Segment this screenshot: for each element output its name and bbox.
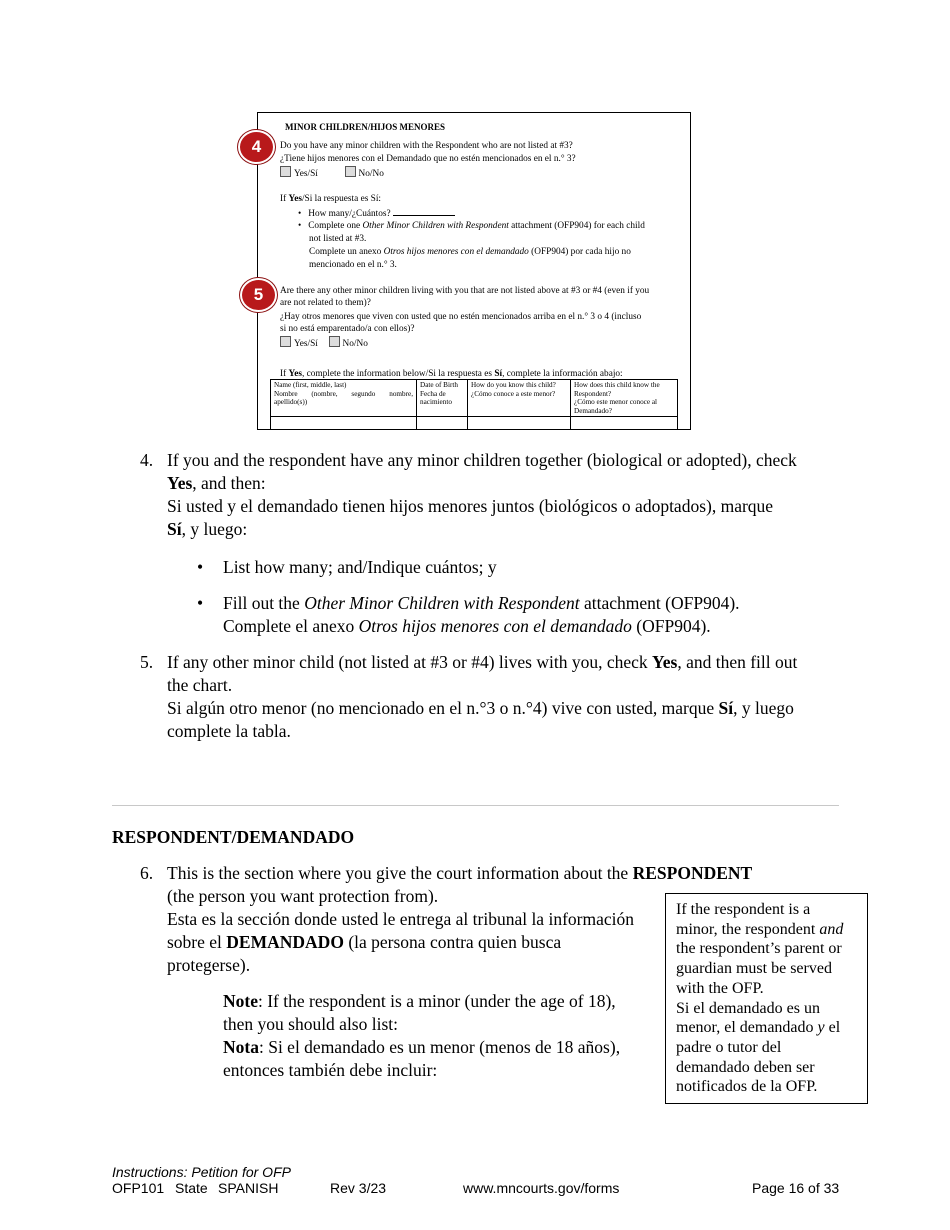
item-4-es-line2: Sí, y luego: [167,519,248,539]
form-table-intro: If Yes, complete the information below/Si la respuesta es Sí, complete la información abajo: [280,369,623,379]
form-if-yes: If Yes/Si la respuesta es Sí: [280,194,381,204]
form-table-header-child-know: How does this child know the Respondent? ¿Cómo este menor conoce al Demandado? [571,380,678,417]
note-en-line1: Note: If the respondent is a minor (under the age of 18), [223,991,616,1011]
form-complete-es-2: mencionado en el n.° 3. [309,260,397,270]
form-table-cell[interactable] [417,417,468,430]
section-divider [112,805,839,806]
form-section-title: MINOR CHILDREN/HIJOS MENORES [285,122,446,132]
form-how-many-field[interactable] [393,206,455,216]
item-4-number: 4. [140,450,154,470]
form-table-cell[interactable] [271,417,417,430]
item-4-en-line1: If you and the respondent have any minor children together (biological or adopted), check [167,450,797,470]
form-q5-es-2: si no está emparentado/a con ellos)? [280,324,415,334]
item-6-es-line3: protegerse). [167,955,251,975]
item-5-en-line1: If any other minor child (not listed at #3 or #4) lives with you, check Yes, and then fill out [167,652,798,672]
form-q4-yes-checkbox[interactable] [280,166,291,177]
form-table-header-how-know: How do you know this child? ¿Cómo conoce a este menor? [468,380,571,417]
item-6-en-line2: (the person you want protection from). [167,886,439,906]
item-4-bullet-2-es: Complete el anexo Otros hijos menores con el demandado (OFP904). [223,616,711,636]
section-heading-respondent: RESPONDENT/DEMANDADO [112,827,355,847]
item-5-es-line2: complete la tabla. [167,721,291,741]
form-table-cell[interactable] [468,417,571,430]
item-4-bullet-1: List how many; and/Indique cuántos; y [223,557,497,577]
form-q5-en-2: are not related to them)? [280,298,371,308]
item-5-es-line1: Si algún otro menor (no mencionado en el n.°3 o n.°4) vive con usted, marque Sí, y luego [167,698,794,718]
form-table-cell[interactable] [571,417,678,430]
footer-state: State [175,1180,208,1196]
form-q5-no-checkbox[interactable] [329,336,340,347]
form-complete-en: • Complete one Other Minor Children with Respondent attachment (OFP904) for each child [298,221,645,231]
form-q4-es: ¿Tiene hijos menores con el Demandado que no estén mencionados en el n.° 3? [280,154,576,164]
note-es-line2: entonces también debe incluir: [223,1060,438,1080]
form-q4-en: Do you have any minor children with the Respondent who are not listed at #3? [280,141,573,151]
form-q5-en-1: Are there any other minor children living with you that are not listed above at #3 or #4 (even if you [280,286,650,296]
item-6-es-line1: Esta es la sección donde usted le entrega al tribunal la información [167,909,634,929]
form-children-table [270,379,678,430]
form-q4-options: Yes/Sí No/No [280,166,384,180]
form-q5-yes-checkbox[interactable] [280,336,291,347]
form-q4-no-checkbox[interactable] [345,166,356,177]
footer-language: SPANISH [218,1180,279,1196]
footer-url[interactable]: www.mncourts.gov/forms [463,1180,620,1196]
item-6-number: 6. [140,863,154,883]
step-5-badge: 5 [240,278,277,312]
item-5-en-line2: the chart. [167,675,233,695]
item-4-es-line1: Si usted y el demandado tienen hijos menores juntos (biológicos o adoptados), marque [167,496,774,516]
note-en-line2: then you should also list: [223,1014,398,1034]
form-complete-en-2: not listed at #3. [309,234,367,244]
item-6-es-line2: sobre el DEMANDADO (la persona contra quien busca [167,932,562,952]
item-5-number: 5. [140,652,154,672]
form-q5-es-1: ¿Hay otros menores que viven con usted que no estén mencionados arriba en el n.° 3 o 4 (incluso [280,312,642,322]
form-how-many: • How many/¿Cuántos? [298,206,455,220]
footer-page: Page 16 of 33 [752,1180,840,1196]
item-4-en-line2: Yes, and then: [167,473,266,493]
form-table-header-dob: Date of Birth Fecha de nacimiento [417,380,468,417]
form-q5-options: Yes/Sí No/No [280,336,368,350]
footer-rev: Rev 3/23 [330,1180,387,1196]
step-4-badge: 4 [238,130,275,164]
form-excerpt-image [257,112,691,430]
footer-title: Instructions: Petition for OFP [112,1164,291,1180]
bullet-dot: • [197,557,204,577]
form-table-header-name: Name (first, middle, last) Nombre (nombre, segundo nombre, apellido(s)) [271,380,417,417]
form-table-blank-row [271,417,678,430]
note-es-line1: Nota: Si el demandado es un menor (menos de 18 años), [223,1037,621,1057]
form-complete-es: Complete un anexo Otros hijos menores con el demandado (OFP904) por cada hijo no [309,247,631,257]
respondent-minor-sidebox: If the respondent is a minor, the respondent and the respondent’s parent or guardian must be served with the OFP. Si el demandado es un menor, el demandado y el padre o tutor del demandado deben ser notificados de la OFP. [665,893,868,1104]
bullet-dot: • [197,593,204,613]
footer-form-code: OFP101 [112,1180,165,1196]
item-4-bullet-2-en: Fill out the Other Minor Children with Respondent attachment (OFP904). [223,593,740,613]
item-6-en-line1: This is the section where you give the court information about the RESPONDENT [167,863,753,883]
form-table-header-row [271,380,678,417]
